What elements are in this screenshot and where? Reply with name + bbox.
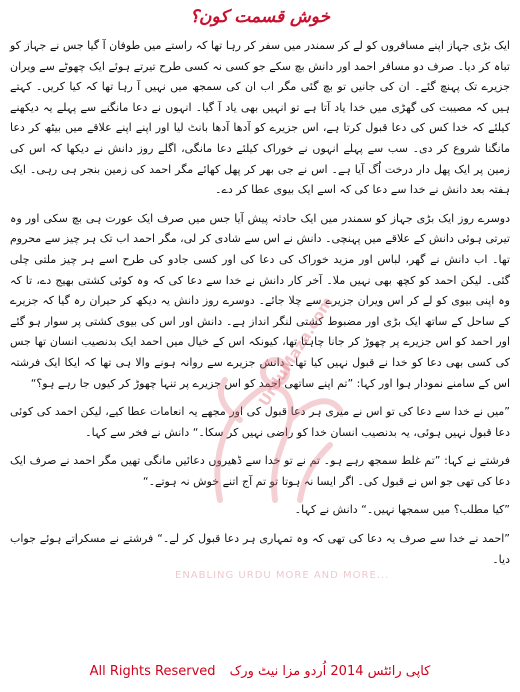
copyright-text: کاپی رائٹس 2014 اُردو مزا نیٹ ورک — [229, 664, 431, 679]
paragraph: ”کیا مطلب؟ میں سمجھا نہیں۔“ دانش نے کہا۔ — [294, 503, 510, 517]
watermark-tagline: ENABLING URDU MORE AND MORE... — [175, 570, 390, 581]
paragraph: ”میں نے خدا سے دعا کی تو اس نے میری ہر دعا قبول کی اور مجھے یہ انعامات عطا کیے، لیکن احمد کی کوئی دعا قبول نہیں ہوئی، یہ بدنصیب انسان خدا کو راضی نہیں کر سکا۔“ دانش نے فخر سے کہا۔ — [10, 405, 510, 439]
paragraph: فرشتے نے کہا: ”تم غلط سمجھ رہے ہو۔ تم نے تو خدا سے ڈھیروں دعائیں مانگی تھیں مگر احمد نے صرف ایک دعا کی تھی جو اس نے قبول کی۔ اگر ایسا نہ ہوتا تو تم آج اتنے خوش نہ ہوتے۔“ — [10, 454, 510, 488]
copyright-footer — [0, 664, 520, 686]
page-title: خوش قسمت کون؟ — [189, 7, 331, 27]
rights-text: All Rights Reserved — [89, 664, 216, 679]
watermark-url: UrduMaza.com — [255, 293, 337, 410]
paragraph: ایک بڑی جہاز اپنے مسافروں کو لے کر سمندر میں سفر کر رہا تھا کہ راستے میں طوفان آ گیا جس نے جہاز کو تباہ کر دیا۔ صرف دو مسافر احمد اور دانش بچ سکے جو کسی نہ کسی طرح تیرتے ہوئے ایک چھوٹے سے ویران جزیرے تک پہنچ گئے۔ ان کی جانیں تو بچ گئی مگر اب ان کی سمجھ میں نہیں آ رہا تھا کہ کیا کریں۔ کہتے ہیں کہ مصیبت کی گھڑی میں خدا یاد آتا ہے تو انہیں بھی یاد آ گیا۔ انہوں نے دعا مانگنے سے پہلے یہ دیکھنے کیلئے کہ خدا کس کی دعا قبول کرتا ہے، اس جزیرے کو آدھا آدھا بانٹ لیا اور اپنے اپنے علاقے میں بیٹھ کر دعا مانگنا شروع کر دی۔ سب سے پہلے انہوں نے خوراک کیلئے دعا مانگی، اگلے روز دانش نے دیکھا کہ اس کی زمین پر ایک پھل دار درخت اُگ آیا ہے۔ اس نے جی بھر کر پھل کھائے مگر احمد کی زمین بنجر ہی رہی۔ ایک ہفتہ بعد دانش نے خدا سے دعا کی کہ اسے ایک بیوی عطا کر دے۔ — [10, 39, 510, 197]
paragraph: ”احمد نے خدا سے صرف یہ دعا کی تھی کہ وہ تمہاری ہر دعا قبول کر لے۔“ فرشتے نے مسکراتے ہوئے جواب دیا۔ — [10, 532, 510, 566]
paragraph: دوسرے روز ایک بڑی جہاز کو سمندر میں ایک حادثہ پیش آیا جس میں صرف ایک عورت ہی بچ سکی اور وہ تیرتی ہوئی دانش کے علاقے میں پہنچی۔ دانش نے اس سے شادی کر لی، مگر احمد اب تک ہر چیز سے محروم تھا۔ اب دانش نے گھر، لباس اور مزید خوراک کی دعا کی اور کسی جادو کی طرح اسے ہر چیز ملتی چلی گئی۔ لیکن احمد کو کچھ بھی نہیں ملا۔ آخر کار دانش نے خدا سے دعا کی کہ وہ کوئی کشتی بھیج دے، تا کہ وہ اپنی بیوی کو لے کر اس ویران جزیرے سے چلا جائے۔ دوسرے روز دانش یہ دیکھ کر حیران رہ گیا کہ جزیرے کے ساحل کے ساتھ ایک بڑی اور مضبوط کشتی لنگر انداز ہے۔ دانش اور اس کی بیوی کشتی پر سوار ہو گئے اور احمد کو اس جزیرے پر چھوڑ کر جانا چاہتا تھا، کیونکہ اس کے خیال میں احمد ایک بدنصیب انسان تھا جس کی کسی بھی دعا کو خدا نے قبول نہیں کیا تھا۔ دانش جزیرے سے روانہ ہونے والا ہی تھا کہ ایکا ایک فرشتہ اس کے سامنے نمودار ہوا اور کہا: ”تم اپنے ساتھی احمد کو اس جزیرے پر تنہا چھوڑ کر کیوں جا رہے ہو؟“ — [10, 211, 510, 390]
article-body — [10, 36, 510, 578]
